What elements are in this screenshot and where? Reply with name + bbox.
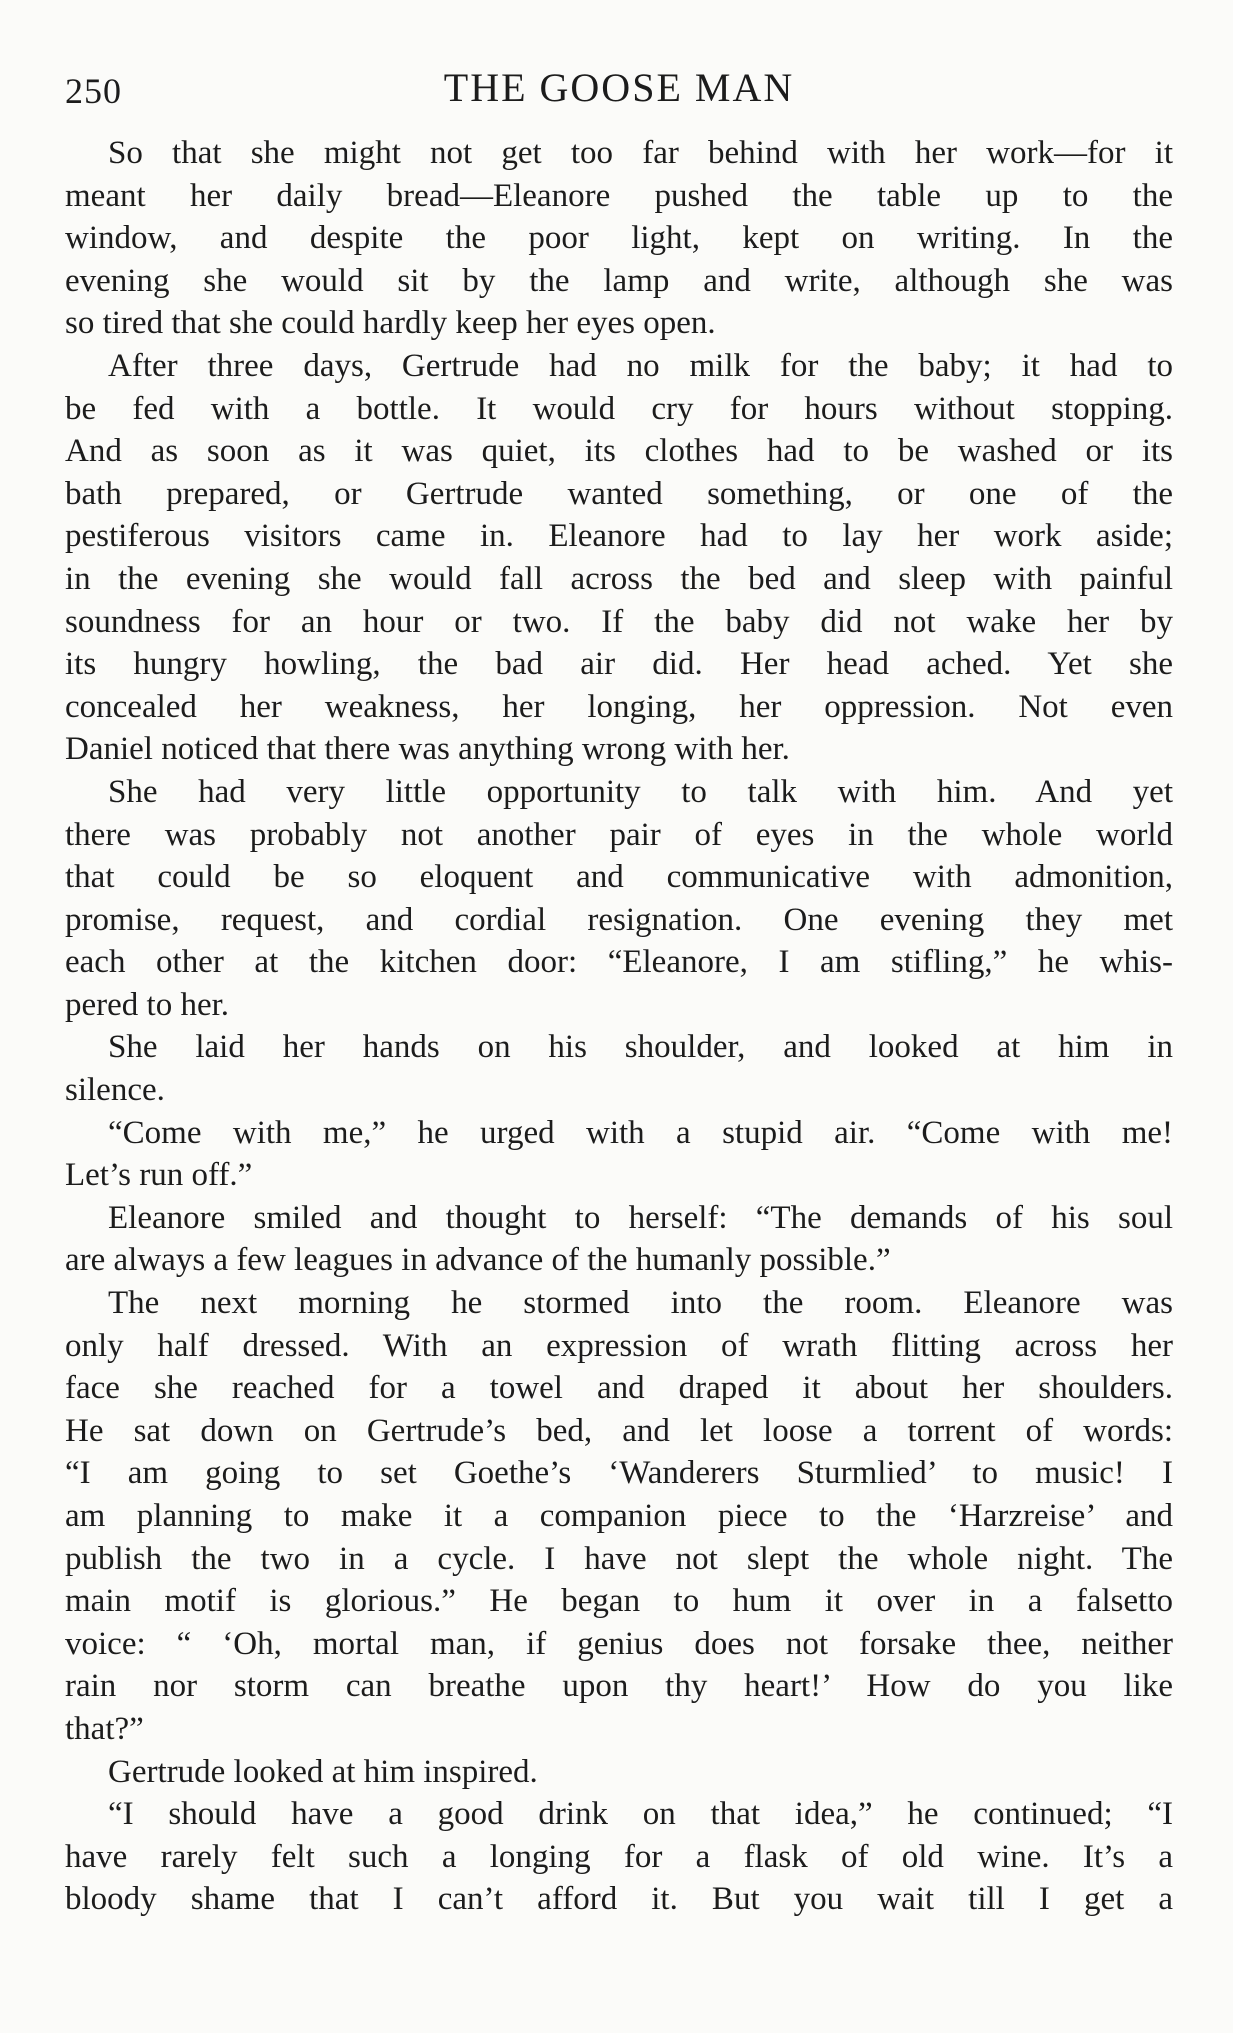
text-line: so tired that she could hardly keep her eyes open.: [65, 305, 716, 342]
text-line: promise, request, and cordial resignation. One evening they met: [65, 901, 1173, 938]
running-head: [65, 60, 1173, 120]
page-number: 250: [65, 71, 122, 111]
body-text: [65, 132, 1173, 1921]
text-line: that could be so eloquent and communicative with admonition,: [65, 859, 1173, 896]
text-line: in the evening she would fall across the bed and sleep with painful: [65, 560, 1173, 597]
text-line: pestiferous visitors came in. Eleanore had to lay her work aside;: [65, 518, 1173, 555]
text-line: publish the two in a cycle. I have not slept the whole night. The: [65, 1540, 1173, 1577]
text-line: soundness for an hour or two. If the baby did not wake her by: [65, 603, 1173, 640]
text-line: bloody shame that I can’t afford it. But you wait till I get a: [65, 1881, 1173, 1918]
text-line: concealed her weakness, her longing, her oppression. Not even: [65, 688, 1173, 725]
book-page: [65, 60, 1173, 1921]
running-title: THE GOOSE MAN: [443, 65, 795, 110]
text-line: The next morning he stormed into the room. Eleanore was: [108, 1285, 1173, 1322]
text-line: “I am going to set Goethe’s ‘Wanderers Sturmlied’ to music! I: [65, 1455, 1173, 1492]
text-line: “I should have a good drink on that idea,” he continued; “I: [108, 1796, 1173, 1833]
text-line: He sat down on Gertrude’s bed, and let loose a torrent of words:: [65, 1412, 1173, 1449]
text-line: its hungry howling, the bad air did. Her head ached. Yet she: [65, 646, 1173, 683]
text-line: evening she would sit by the lamp and write, although she was: [65, 262, 1173, 299]
text-line: Let’s run off.”: [65, 1157, 253, 1194]
text-line: Gertrude looked at him inspired.: [108, 1753, 538, 1790]
text-line: And as soon as it was quiet, its clothes had to be washed or its: [65, 433, 1173, 470]
text-line: are always a few leagues in advance of the humanly possible.”: [65, 1242, 891, 1279]
text-line: face she reached for a towel and draped it about her shoulders.: [65, 1370, 1173, 1407]
text-line: Daniel noticed that there was anything wrong with her.: [65, 731, 790, 768]
text-line: am planning to make it a companion piece to the ‘Harzreise’ and: [65, 1498, 1173, 1534]
text-line: only half dressed. With an expression of wrath flitting across her: [65, 1327, 1173, 1364]
text-line: So that she might not get too far behind with her work—for it: [108, 135, 1173, 171]
text-line: meant her daily bread—Eleanore pushed the table up to the: [65, 177, 1173, 214]
text-line: be fed with a bottle. It would cry for hours without stopping.: [65, 390, 1173, 427]
text-line: rain nor storm can breathe upon thy heart!’ How do you like: [65, 1668, 1173, 1705]
text-line: there was probably not another pair of eyes in the whole world: [65, 816, 1173, 853]
text-line: Eleanore smiled and thought to herself: “The demands of his soul: [108, 1199, 1173, 1236]
text-line: voice: “ ‘Oh, mortal man, if genius does not forsake thee, neither: [65, 1625, 1173, 1662]
text-line: pered to her.: [65, 986, 230, 1023]
text-line: After three days, Gertrude had no milk for the baby; it had to: [108, 347, 1173, 384]
text-line: window, and despite the poor light, kept on writing. In the: [65, 220, 1173, 257]
text-line: “Come with me,” he urged with a stupid air. “Come with me!: [108, 1114, 1173, 1151]
text-line: She laid her hands on his shoulder, and looked at him in: [108, 1029, 1173, 1066]
text-line: each other at the kitchen door: “Eleanore, I am stifling,” he whis-: [65, 944, 1173, 981]
text-line: silence.: [65, 1072, 165, 1109]
text-line: have rarely felt such a longing for a flask of old wine. It’s a: [65, 1838, 1173, 1875]
text-line: She had very little opportunity to talk with him. And yet: [108, 773, 1173, 810]
text-line: bath prepared, or Gertrude wanted something, or one of the: [65, 475, 1173, 512]
text-line: main motif is glorious.” He began to hum it over in a falsetto: [65, 1583, 1173, 1620]
text-line: that?”: [65, 1710, 144, 1747]
